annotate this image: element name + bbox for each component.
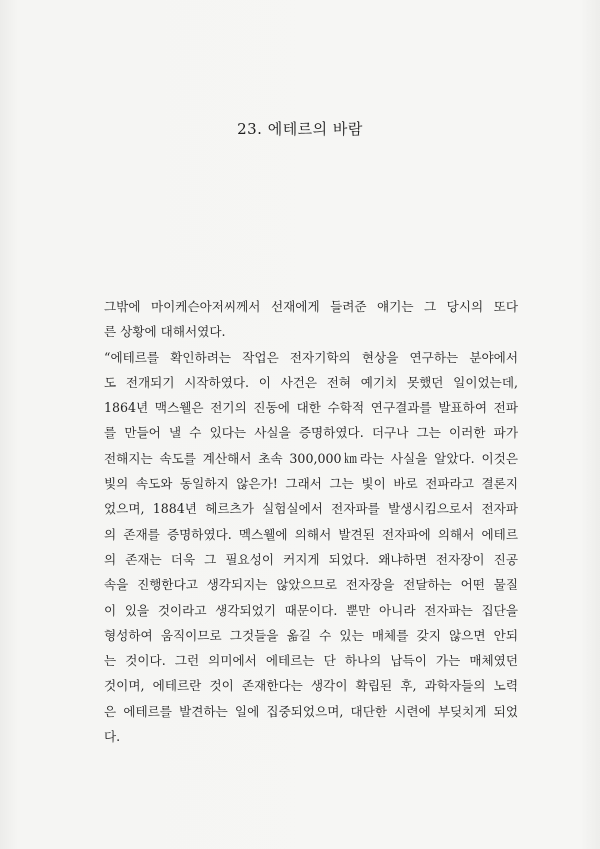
text-line: 를 만들어 낼 수 있다는 사실을 증명하였다. 더구나 그는 이러한 파가 — [104, 425, 518, 441]
paragraph-2 — [104, 345, 518, 750]
text-line: 었으며, 1884년 헤르츠가 실험실에서 전자파를 발생시킴으로서 전자파 — [104, 501, 518, 517]
text-line: 그밖에 마이케슨아저씨께서 선재에게 들려준 얘기는 그 당시의 또다 — [104, 299, 518, 314]
paragraph-1 — [104, 294, 518, 345]
text-line: 다. — [104, 729, 121, 745]
text-line: 는 것이다. 그런 의미에서 에테르는 단 하나의 납득이 가는 매체였던 — [104, 653, 518, 669]
body-text — [104, 294, 518, 749]
text-line: 형성하여 움직이므로 그것들을 옮길 수 있는 매체를 갖지 않으면 안되 — [104, 627, 518, 643]
text-line: 속을 진행한다고 생각되지는 않았으므로 전자장을 전달하는 어떤 물질 — [104, 577, 518, 593]
text-line: 1864년 맥스웰은 전기의 진동에 대한 수학적 연구결과를 발표하여 전파 — [104, 400, 518, 416]
text-line: 은 에테르를 발견하는 일에 집중되었으며, 대단한 시련에 부딪치게 되었 — [104, 703, 518, 719]
text-line: 도 전개되기 시작하였다. 이 사건은 전혀 예기치 못했던 일이었는데, — [104, 374, 518, 390]
text-line: 의 존재를 증명하였다. 멕스웰에 의해서 발견된 전자파에 의해서 에테르 — [104, 526, 518, 542]
text-line: 전해지는 속도를 계산해서 초속 300,000㎞라는 사실을 알았다. 이것은 — [104, 450, 518, 466]
text-line: “에테르를 확인하려는 작업은 전자기학의 현상을 연구하는 분야에서 — [104, 349, 518, 365]
chapter-title: 23. 에테르의 바람 — [237, 120, 363, 138]
text-line: 것이며, 에테르란 것이 존재한다는 생각이 확립된 후, 과학자들의 노력 — [104, 678, 518, 694]
text-line: 의 존재는 더욱 그 필요성이 커지게 되었다. 왜냐하면 전자장이 진공 — [104, 551, 518, 567]
text-line: 이 있을 것이라고 생각되었기 때문이다. 뿐만 아니라 전자파는 집단을 — [104, 602, 518, 618]
text-line: 른 상황에 대해서였다. — [104, 324, 226, 340]
text-line: 빛의 속도와 동일하지 않은가! 그래서 그는 빛이 바로 전파라고 결론지 — [104, 476, 518, 492]
